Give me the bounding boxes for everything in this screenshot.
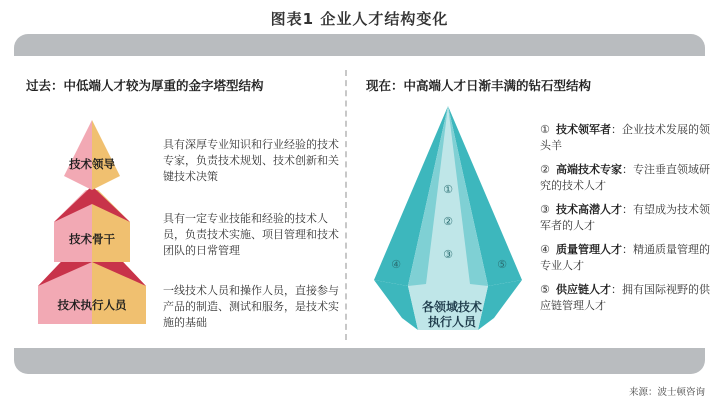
figure-source: 来源：波士顿咨询 <box>628 387 705 398</box>
diamond-base-label-line1: 各领域技术 <box>421 300 482 314</box>
diamond-marker-1: ① <box>443 183 453 196</box>
legend-item <box>540 242 712 274</box>
pyramid-tier-desc-top: 具有深厚专业知识和行业经验的技术专家，负责技术规划、技术创新和关键技术决策 <box>163 138 339 183</box>
diamond-marker-2: ② <box>443 215 453 228</box>
pyramid-tier-desc-bottom: 一线技术人员和操作人员，直接参与产品的制造、测试和服务，是技术实施的基础 <box>163 284 339 329</box>
legend-name: 技术高潜人才 <box>556 203 622 216</box>
pyramid-top-left-face <box>64 120 92 190</box>
legend-number: ① <box>540 123 550 136</box>
legend-desc: 企业技术发展的领头羊 <box>540 123 710 152</box>
diamond-marker-5: ⑤ <box>497 258 507 271</box>
legend-desc: 精通质量管理的专业人才 <box>540 243 710 272</box>
pyramid-tier-desc-middle: 具有一定专业技能和经验的技术人员，负责技术实施、项目管理和技术团队的日常管理 <box>163 212 339 257</box>
diamond-base-label-line2: 执行人员 <box>427 315 476 329</box>
diamond-marker-3: ③ <box>443 248 453 261</box>
diamond-marker-4: ④ <box>391 258 401 271</box>
legend-item <box>540 282 712 314</box>
diamond-legend <box>540 122 712 322</box>
legend-colon: ： <box>611 283 622 296</box>
pyramid-tier-label-bottom: 技术执行人员 <box>57 298 127 312</box>
pyramid-tier-label-middle: 技术骨干 <box>69 232 115 246</box>
legend-number: ④ <box>540 243 550 256</box>
legend-name: 供应链人才 <box>556 283 611 296</box>
legend-number: ③ <box>540 203 550 216</box>
pyramid-tier-label-top: 技术领导 <box>69 157 115 171</box>
legend-colon: ： <box>622 243 633 256</box>
pyramid-top-right-face <box>92 120 120 190</box>
legend-colon: ： <box>622 163 633 176</box>
legend-desc: 拥有国际视野的供应链管理人才 <box>540 283 710 312</box>
legend-item <box>540 162 712 194</box>
figure-title: 图表1 企业人才结构变化 <box>270 10 449 28</box>
left-section-heading: 过去：中低端人才较为厚重的金字塔型结构 <box>26 78 264 93</box>
diamond-base-label <box>410 300 494 330</box>
legend-number: ⑤ <box>540 283 550 296</box>
right-section-heading: 现在：中高端人才日渐丰满的钻石型结构 <box>366 78 592 93</box>
legend-desc: 有望成为技术领军者的人才 <box>540 203 710 232</box>
legend-name: 技术领军者 <box>556 123 611 136</box>
legend-number: ② <box>540 163 550 176</box>
legend-name: 质量管理人才 <box>556 243 622 256</box>
legend-item <box>540 122 712 154</box>
legend-item <box>540 202 712 234</box>
legend-desc: 专注垂直领域研究的技术人才 <box>540 163 710 192</box>
legend-name: 高端技术专家 <box>556 163 622 176</box>
legend-colon: ： <box>622 203 633 216</box>
legend-colon: ： <box>611 123 622 136</box>
